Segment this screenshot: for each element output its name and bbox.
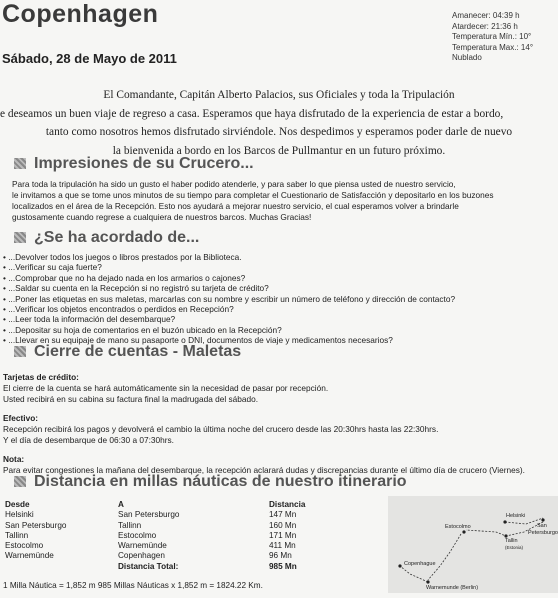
list-item: • ...Devolver todos los juegos o libros prestados por la Biblioteca. (3, 252, 242, 262)
weather-info (452, 11, 533, 64)
intro-line: e deseamos un buen viaje de regreso a casa. Esperamos que haya disfrutado de la experiencia de estar a bordo, (0, 107, 504, 120)
table-row: Helsinki San Petersburgo 147 Mn (5, 510, 297, 520)
route-map-graphic (388, 496, 558, 593)
sunrise-text: Amanecer: 04:39 h (452, 11, 520, 20)
list-item: • ...Llevar en su equipaje de mano su pasaporte o DNI, documentos de viaje y medicamentos necesarios? (3, 335, 393, 346)
cierre-text: Tarjetas de crédito: El cierre de la cuenta se hará automáticamente sin la necesidad de pasar por recepción. Usted recibirá en su cabina su factura final la madrugada del sábado. Efectivo: Recepción recibirá los pagos y devolverá el cambio la última noche del crucero desde las 20:30hrs hasta las 22:30hrs. Y el día de desembarque de 06:30 a 07:30hrs. Nota: Para evitar congestiones la mañana del desembarque, la recepción aclarará dudas y discrepancias durante el último día de crucero (Viernes). (3, 372, 525, 475)
intro-line: la bienvenida a bordo en los Barcos de Pullmantur en un futuro próximo. (112, 144, 446, 157)
section-heading-cierre: Cierre de cuentas - Maletas (14, 343, 241, 361)
temp-min-text: Temperatura Mín.: 10° (452, 32, 532, 41)
column-header: A (118, 500, 124, 509)
conversion-text: 1 Milla Náutica = 1,852 m 985 Millas Náuticas x 1,852 m = 1824.22 Km. (3, 581, 263, 590)
list-item: • ...Leer toda la información del desembarque? (3, 314, 176, 325)
intro-line: El Comandante, Capitán Alberto Palacios, sus Oficiales y toda la Tripulación (103, 89, 455, 101)
section-bullet-icon (14, 346, 26, 357)
list-item: • ...Comprobar que no ha dejado nada en los armarios o cajones? (3, 272, 246, 283)
distance-table (5, 500, 305, 572)
list-item: • ...Poner las etiquetas en sus maletas, marcarlas con su nombre y escribir un número de teléfono y dirección de contacto? (3, 293, 456, 304)
sunset-text: Atardecer: 21:36 h (452, 21, 518, 31)
section-heading-acordado: ¿Se ha acordado de... (14, 229, 199, 247)
table-header-row (5, 500, 305, 510)
map-label-estonia: (Estonia) (505, 545, 524, 550)
table-row: Tallinn Estocolmo 171 Mn (5, 530, 297, 540)
intro-line: tanto como nosotros hemos disfrutado sirviéndole. Nos despedimos y esperamos poder darle de nuevo (45, 126, 513, 138)
distance-table-wrap (5, 500, 305, 572)
conditions-text: Nublado (452, 53, 482, 62)
efectivo-heading: Efectivo: (3, 413, 39, 423)
map-label-san: San (537, 523, 547, 529)
column-header: Distancia (269, 500, 306, 509)
temp-max-text: Temperatura Max.: 14° (452, 42, 534, 52)
impresiones-text: Para toda la tripulación ha sido un gusto el haber podido atenderle, y para saber lo que piensa usted de nuestro servicio, le invitamos a que se tome unos minutos de su tiempo para completar el Cuestionario de Satisfacción y depositarlo en los buzones localizados en el área de la Recepción. Esto nos ayudará a mejorar nuestro servicio, el cual esperamos volver a brindarle gustosamente cuando regrese a cualquiera de nuestros barcos. Muchas Gracias! (12, 179, 494, 222)
tarjetas-heading: Tarjetas de crédito: (3, 372, 79, 382)
table-row: Estocolmo Warnemünde 411 Mn (5, 541, 296, 551)
column-header: Desde (5, 500, 30, 509)
section-bullet-icon (14, 158, 26, 169)
section-heading-distancia: Distancia en millas náuticas de nuestro itinerario (14, 473, 407, 491)
list-item: • ...Verificar los objetos encontrados o perdidos en Recepción? (3, 304, 234, 315)
page-title: Copenhagen (2, 0, 159, 28)
nota-heading: Nota: (3, 454, 25, 464)
map-label-warnemunde: Warnemunde (Berlin) (426, 585, 479, 591)
map-label-helsinki: Helsinki (506, 513, 526, 519)
table-row: Warnemünde Copenhagen 96 Mn (5, 551, 292, 561)
map-label-tallin: Tallin (505, 538, 518, 544)
total-label: Distancia Total: (118, 561, 179, 571)
list-item: • ...Depositar su hoja de comentarios en el buzón ubicado en la Recepción? (3, 324, 282, 335)
map-label-petersburgo: Petersburgo (528, 530, 558, 536)
total-row (5, 562, 305, 572)
total-value: 985 Mn (269, 561, 297, 571)
section-heading-impresiones: Impresiones de su Crucero... (14, 155, 254, 173)
map-label-copenhague: Copenhague (404, 561, 436, 567)
checklist (3, 252, 455, 346)
list-item: • ...Saldar su cuenta en la Recepción si no registró su tarjeta de crédito? (3, 283, 269, 294)
intro-paragraph (0, 86, 558, 160)
map-label-estocolmo: Estocolmo (445, 524, 471, 530)
section-bullet-icon (14, 476, 26, 487)
itinerary-map (388, 496, 558, 593)
table-row: San Petersburgo Tallinn 160 Mn (5, 520, 297, 530)
section-bullet-icon (14, 232, 26, 243)
page-date: Sábado, 28 de Mayo de 2011 (2, 51, 177, 66)
list-item: • ...Verificar su caja fuerte? (3, 262, 102, 273)
